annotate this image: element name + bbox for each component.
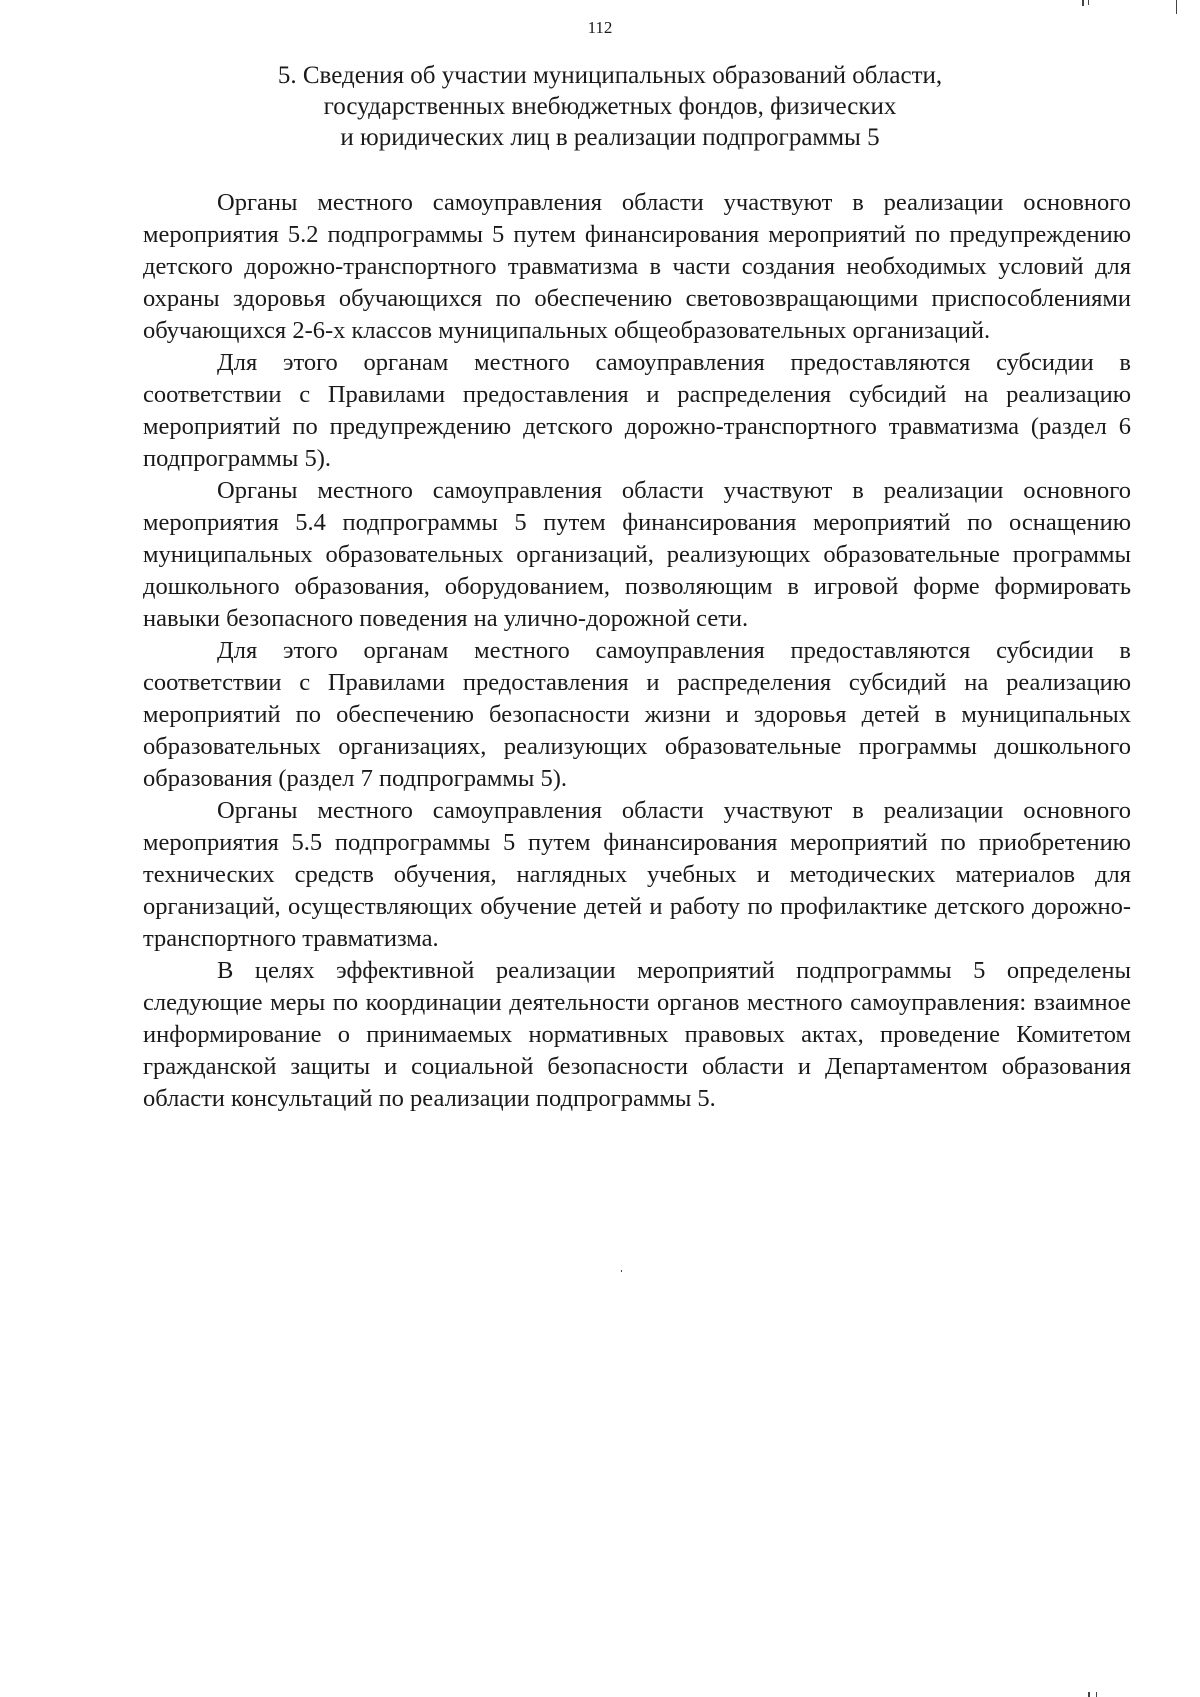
scan-artifact xyxy=(1096,1692,1097,1697)
section-heading xyxy=(260,60,960,153)
paragraph: Для этого органам местного самоуправления предоставляются субсидии в соответствии с Правилами предоставления и распределения субсидий на реализацию мероприятий по обеспечению безопасности жизни и здоровья детей в муниципальных образовательных организациях, реализующих образовательные программы дошкольного образования (раздел 7 подпрограммы 5). xyxy=(143,637,1131,792)
paragraph: Органы местного самоуправления области участвуют в реализации основного мероприятия 5.2 подпрограммы 5 путем финансирования мероприятий по предупреждению детского дорожно-транспортного травматизма в части создания необходимых условий для охраны здоровья обучающихся по обеспечению световозвращающими приспособлениями обучающихся 2-6-х классов муниципальных общеобразовательных организаций. xyxy=(143,189,1131,344)
scan-artifact xyxy=(1176,0,1177,14)
heading-line: и юридических лиц в реализации подпрограммы 5 xyxy=(340,124,880,151)
paragraph: Органы местного самоуправления области участвуют в реализации основного мероприятия 5.4 подпрограммы 5 путем финансирования мероприятий по оснащению муниципальных образовательных организаций, реализующих образовательные программы дошкольного образования, оборудованием, позволяющим в игровой форме формировать навыки безопасного поведения на улично-дорожной сети. xyxy=(143,477,1131,632)
paragraph: В целях эффективной реализации мероприятий подпрограммы 5 определены следующие меры по координации деятельности органов местного самоуправления: взаимное информирование о принимаемых нормативных правовых актах, проведение Комитетом гражданской защиты и социальной безопасности области и Департаментом образования области консультаций по реализации подпрограммы 5. xyxy=(143,957,1131,1112)
heading-line: государственных внебюджетных фондов, физических xyxy=(323,93,897,120)
scan-artifact xyxy=(621,1270,622,1272)
paragraph: Органы местного самоуправления области участвуют в реализации основного мероприятия 5.5 подпрограммы 5 путем финансирования мероприятий по приобретению технических средств обучения, наглядных учебных и методических материалов для организаций, осуществляющих обучение детей и работу по профилактике детского дорожно-транспортного травматизма. xyxy=(143,797,1131,952)
page-number: 112 xyxy=(587,18,613,37)
scan-artifact xyxy=(1088,1692,1090,1697)
paragraph: Для этого органам местного самоуправления предоставляются субсидии в соответствии с Правилами предоставления и распределения субсидий на реализацию мероприятий по предупреждению детского дорожно-транспортного травматизма (раздел 6 подпрограммы 5). xyxy=(143,349,1131,472)
body-text xyxy=(143,187,1131,1115)
scan-artifact xyxy=(1088,0,1089,5)
heading-line: 5. Сведения об участии муниципальных образований области, xyxy=(277,62,943,89)
scan-artifact xyxy=(1082,0,1084,6)
